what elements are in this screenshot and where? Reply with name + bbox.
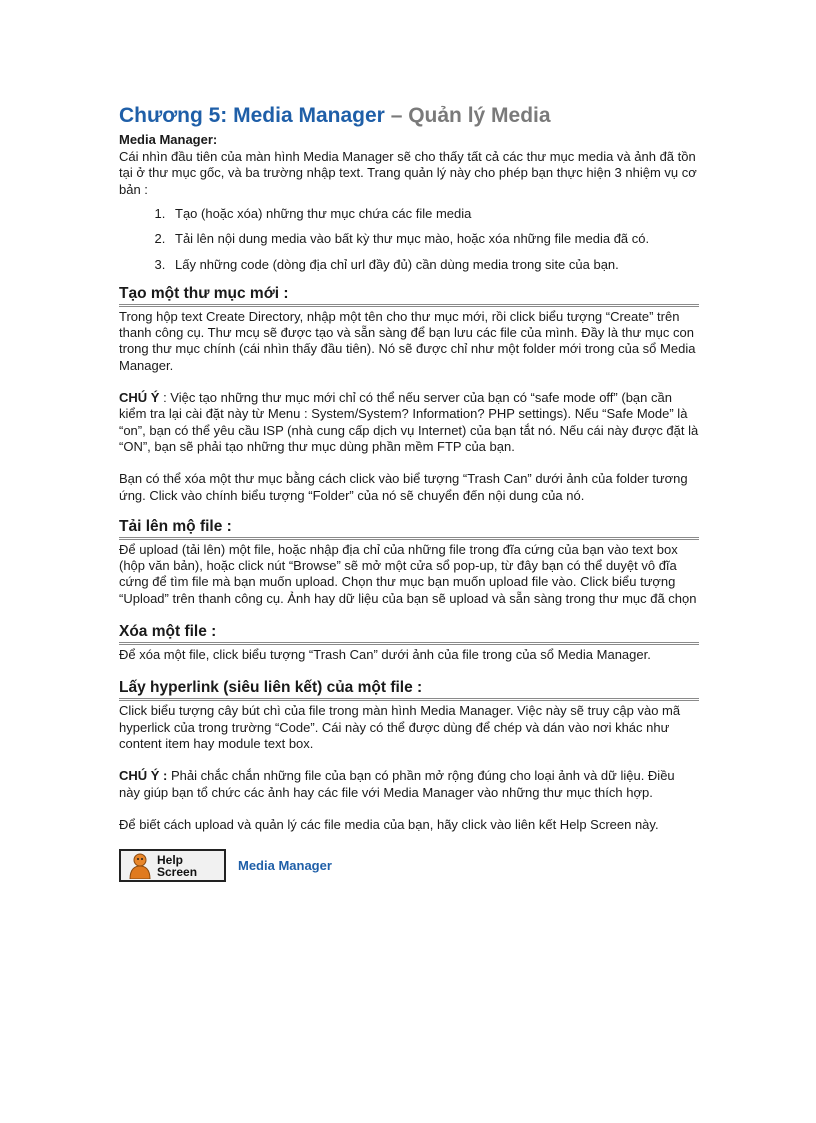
paragraph: Để biết cách upload và quản lý các file media của bạn, hãy click vào liên kết Help Screen này.	[119, 816, 659, 832]
document-page	[119, 104, 699, 882]
intro-paragraph: Cái nhìn đầu tiên của màn hình Media Manager sẽ cho thấy tất cả các thư mục media và ảnh đã tồn tại ở thư mục gốc, và ba trường nhập text. Trang quản lý này cho phép bạn thực hiện 3 nhiệm vụ cơ bản :	[119, 149, 697, 197]
media-manager-link[interactable]: Media Manager	[238, 858, 332, 874]
section-heading: Lấy hyperlink (siêu liên kết) của một file :	[119, 679, 699, 701]
note-paragraph	[119, 768, 699, 801]
help-label-line2: Screen	[157, 864, 198, 879]
note-label: CHÚ Ý	[119, 390, 160, 406]
section-get-hyperlink	[119, 679, 699, 833]
note-paragraph	[119, 390, 699, 455]
page-title	[119, 104, 699, 128]
help-row	[119, 849, 699, 882]
section-heading: Tải lên mộ file :	[119, 518, 699, 540]
list-item: 1. Tạo (hoặc xóa) những thư mục chứa các file media	[169, 206, 699, 222]
paragraph: Để upload (tải lên) một file, hoặc nhập địa chỉ của những file trong đĩa cứng của bạn vào text box (hộp văn bản), hoặc click nút “Browse” sẽ mở một cửa sổ pop-up, từ đây bạn có thể duyệt vô đĩa cứng để tìm file mà bạn muốn upload. Chọn thư mục bạn muốn upload file vào. Click biểu tượng “Upload” trên thanh công cụ. Ảnh hay dữ liệu của bạn sẽ upload và sẵn sàng trong thư mục đã chọn	[119, 541, 697, 606]
help-person-icon	[127, 852, 153, 879]
section-heading: Xóa một file :	[119, 623, 699, 645]
section-heading: Tạo một thư mục mới :	[119, 285, 699, 307]
note-label: CHÚ Ý :	[119, 768, 168, 784]
paragraph: Để xóa một file, click biểu tượng “Trash Can” dưới ảnh của file trong của sổ Media Manager.	[119, 647, 651, 663]
title-subtitle: – Quản lý Media	[390, 104, 551, 127]
task-list	[119, 206, 699, 273]
subheading: Media Manager:	[119, 132, 218, 147]
paragraph: Trong hộp text Create Directory, nhập một tên cho thư mục mới, rồi click biểu tượng “Create” trên thanh công cụ. Thư mcụ sẽ được tạo và sẵn sàng để bạn lưu các file của mình. Đầy là thư mục con trong thư mục chính (cái nhìn thấy đầu tiên). Nó sẽ được chỉ như một folder mới trong của sổ Media Manager.	[119, 308, 696, 373]
paragraph: Bạn có thể xóa một thư mục bằng cách click vào biể tượng “Trash Can” dưới ảnh của folder tương ứng. Click vào chính biểu tượng “Folder” của nó sẽ chuyển đến nội dung của nó.	[119, 471, 688, 503]
help-label-line1: Help	[157, 852, 184, 867]
list-item: 2. Tải lên nội dung media vào bất kỳ thư mục mào, hoặc xóa những file media đã có.	[169, 231, 699, 247]
note-text: Phải chắc chắn những file của bạn có phần mở rộng đúng cho loại ảnh và dữ liệu. Điều này giúp bạn tổ chức các ảnh hay các file với Media Manager vào những thư mục thích hợp.	[119, 768, 675, 800]
title-chapter: Chương 5: Media Manager	[119, 104, 385, 127]
section-create-folder	[119, 285, 699, 504]
paragraph: Click biểu tượng cây bút chì của file trong màn hình Media Manager. Việc này sẽ truy cập vào mã hyperlick của trong trường “Code”. Cái này có thể được dùng để chép và dán vào nơi khác như content item hay module text box.	[119, 703, 681, 751]
help-screen-button[interactable]	[119, 849, 226, 882]
note-text: : Việc tạo những thư mục mới chỉ có thể nếu server của bạn có “safe mode off” (bạn cần kiểm tra lại cài đặt này từ Menu : System/System? Information? PHP settings). Nếu “Safe Mode” là “on”, bạn có thể yêu cầu ISP (nhà cung cấp dịch vụ Internet) của bạn tắt nó. Nếu cái này được đặt là “ON”, bạn sẽ phải tạo những thư mục dùng phần mềm FTP của bạn.	[119, 390, 699, 454]
help-button-label	[157, 854, 197, 878]
list-item: 3. Lấy những code (dòng địa chỉ url đầy đủ) cần dùng media trong site của bạn.	[169, 257, 699, 273]
section-upload-file	[119, 518, 699, 607]
section-delete-file	[119, 623, 699, 663]
